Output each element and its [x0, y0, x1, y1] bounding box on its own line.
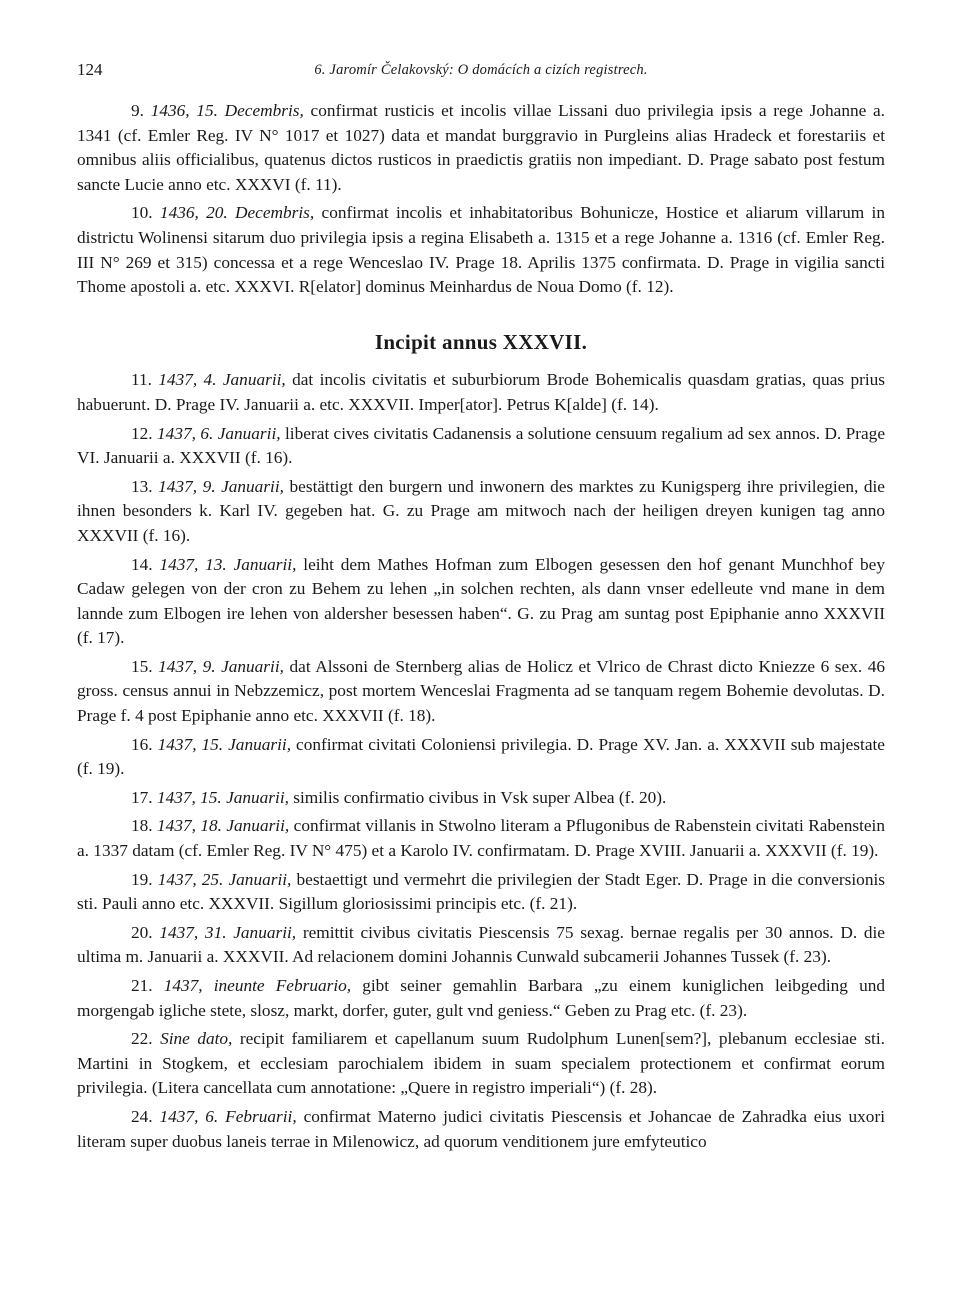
register-entry	[77, 99, 885, 197]
entries-before-section	[77, 99, 885, 300]
section-heading: Incipit annus XXXVII.	[374, 329, 588, 354]
register-entry	[77, 1105, 885, 1154]
entry-date: 1437, 6. Februarii,	[159, 1106, 297, 1126]
register-entry	[77, 974, 885, 1023]
entry-number: 9.	[131, 101, 144, 120]
entry-date: 1437, ineunte Februario,	[163, 976, 352, 995]
register-entry	[77, 475, 885, 549]
register-entry	[77, 868, 885, 917]
entry-text: liberat cives civitatis Cadanensis a solutione censuum regalium ad sex annos. D. Prage VI. Januarii a. XXXVII (f. 16).	[77, 423, 885, 468]
register-entry	[77, 422, 885, 471]
entry-date: 1437, 4. Januarii,	[158, 370, 286, 390]
running-title: 6. Jaromír Čelakovský: O domácích a cizích registrech.	[314, 62, 648, 78]
entry-number: 18.	[131, 816, 153, 836]
entry-number: 22.	[131, 1029, 153, 1049]
entry-text: dat Alssoni de Sternberg alias de Holicz et Vlrico de Chrast dicto Kniezze 6 sex. 46 gross. census annui in Nebzzemicz, post mortem Wenceslai Fragmenta ad se tanquam regem Bohemie devolutas. D. Prage f. 4 post Epiphanie anno etc. XXXVII (f. 18).	[77, 656, 885, 726]
entry-date: 1437, 31. Januarii,	[159, 922, 297, 942]
entry-text: confirmat villanis in Stwolno literam a Pflugonibus de Rabenstein civitati Rabenstein a. 1337 datam (cf. Emler Reg. IV N° 475) et a Karolo IV. confirmatam. D. Prage XVIII. Januarii a. XXXVII (f. 19).	[77, 816, 885, 861]
register-entry	[77, 814, 885, 863]
entry-number: 11.	[131, 370, 152, 390]
entry-text: confirmat rusticis et incolis villae Lissani duo privilegia ipsis a rege Johanne a. 1341 (cf. Emler Reg. IV N° 1017 et 1027) data et mandat burggravio in Purgleins alias Hradeck et forestariis et omnibus aliis officialibus, quatenus dictos rusticos in praedictis gratiis non impediant. D. Prage sabato post festum sancte Lucie anno etc. XXXVI (f. 11).	[77, 101, 885, 194]
entry-text: dat incolis civitatis et suburbiorum Brode Bohemicalis quasdam gratias, quas prius habuerunt. D. Prage IV. Januarii a. etc. XXXVII. Imper[ator]. Petrus K[alde] (f. 14).	[77, 370, 886, 414]
entry-text: bestaettigt und vermehrt die privilegien der Stadt Eger. D. Prage in die conversionis sti. Pauli anno etc. XXXVII. Sigillum gloriosissimi principis etc. (f. 21).	[77, 869, 885, 914]
entry-text: gibt seiner gemahlin Barbara „zu einem kuniglichen leibgeding und morgengab igliche stete, slosz, markt, dorfer, guter, gult vnd geniess.“ Geben zu Prag etc. (f. 23).	[77, 976, 885, 1020]
entry-number: 10.	[131, 203, 153, 223]
entry-date: Sine dato,	[160, 1029, 233, 1049]
register-entry	[77, 921, 885, 970]
entry-date: 1437, 18. Januarii,	[157, 816, 290, 836]
running-header	[77, 58, 885, 82]
entry-number: 24.	[131, 1106, 153, 1126]
entry-number: 21.	[131, 976, 153, 995]
entries-after-section	[77, 368, 885, 1154]
register-entry	[77, 553, 885, 651]
entry-date: 1437, 6. Januarii,	[157, 423, 281, 443]
register-entry	[77, 1027, 885, 1101]
entry-text: remittit civibus civitatis Piescensis 75 sexag. bernae regalis per 30 annos. D. die ultima m. Januarii a. XXXVII. Ad relacionem domini Johannis Cunwald subcamerii Johannes Tussek (f. 23).	[77, 922, 885, 967]
entry-number: 17.	[131, 787, 153, 807]
register-entry	[77, 201, 885, 299]
entry-number: 14.	[131, 554, 153, 574]
register-entry	[77, 786, 885, 811]
page-number: 124	[77, 60, 103, 79]
entry-date: 1437, 25. Januarii,	[157, 869, 292, 889]
entry-number: 12.	[131, 423, 153, 443]
register-entry	[77, 733, 885, 782]
entry-number: 19.	[131, 869, 153, 889]
entry-date: 1437, 9. Januarii,	[158, 656, 284, 676]
entry-text: similis confirmatio civibus in Vsk super Albea (f. 20).	[293, 787, 667, 807]
entry-text: confirmat civitati Coloniensi privilegia. D. Prage XV. Jan. a. XXXVII sub majestate (f. 19).	[77, 734, 885, 779]
entry-date: 1437, 15. Januarii,	[156, 787, 289, 807]
register-entry	[77, 368, 885, 417]
entry-number: 16.	[131, 734, 153, 754]
entry-text: confirmat incolis et inhabitatoribus Bohunicze, Hostice et aliarum villarum in districtu Wolinensi sitarum duo privilegia ipsis a regina Elisabeth a. 1315 et a rege Johanne a. 1316 (cf. Emler Reg. III N° 269 et 315) concessa et a rege Wenceslao IV. Prage 18. Aprilis 1375 confirmata. D. Prage in vigilia sancti Thome apostoli a. etc. XXXVI. R[elator] dominus Meinhardus de Noua Domo (f. 12).	[77, 203, 885, 297]
entry-date: 1436, 15. Decembris,	[150, 101, 304, 120]
entry-number: 20.	[131, 922, 153, 942]
entry-date: 1437, 13. Januarii,	[159, 554, 297, 574]
entry-date: 1437, 9. Januarii,	[158, 476, 284, 496]
document-body	[77, 99, 885, 1158]
entry-text: confirmat Materno judici civitatis Piescensis et Johancae de Zahradka eius uxori literam super duobus laneis terrae in Milenowicz, ad quorum venditionem jure emfyteutico	[77, 1106, 886, 1151]
entry-text: leiht dem Mathes Hofman zum Elbogen gesessen den hof genant Munchhof bey Cadaw gelegen von der cron zu Behem zu lehen „in solchen rechten, als dann vnser edelleute vnd mane in dem lannde zum Elbogen ire lehen von aldersher besessen haben“. G. zu Prag am suntag post Epiphanie anno XXXVII (f. 17).	[77, 554, 885, 648]
entry-number: 15.	[131, 656, 153, 676]
register-entry	[77, 655, 885, 729]
entry-date: 1436, 20. Decembris,	[159, 203, 315, 223]
entry-text: recipit familiarem et capellanum suum Rudolphum Lunen[sem?], plebanum ecclesiae sti. Martini in Stogkem, et ecclesiam parochialem ibidem in suam specialem protectionem et confirmat eorum privilegia. (Litera cancellata cum annotatione: „Quere in registro imperiali“) (f. 28).	[77, 1029, 885, 1098]
entry-text: bestättigt den burgern und inwonern des marktes zu Kunigsperg ihre privilegien, die ihnen besonders k. Karl IV. gegeben hat. G. zu Prage am mitwoch nach der heiligen dreyen kunigen tag anno XXXVII (f. 16).	[77, 476, 885, 545]
entry-number: 13.	[131, 476, 153, 496]
entry-date: 1437, 15. Januarii,	[157, 734, 292, 754]
